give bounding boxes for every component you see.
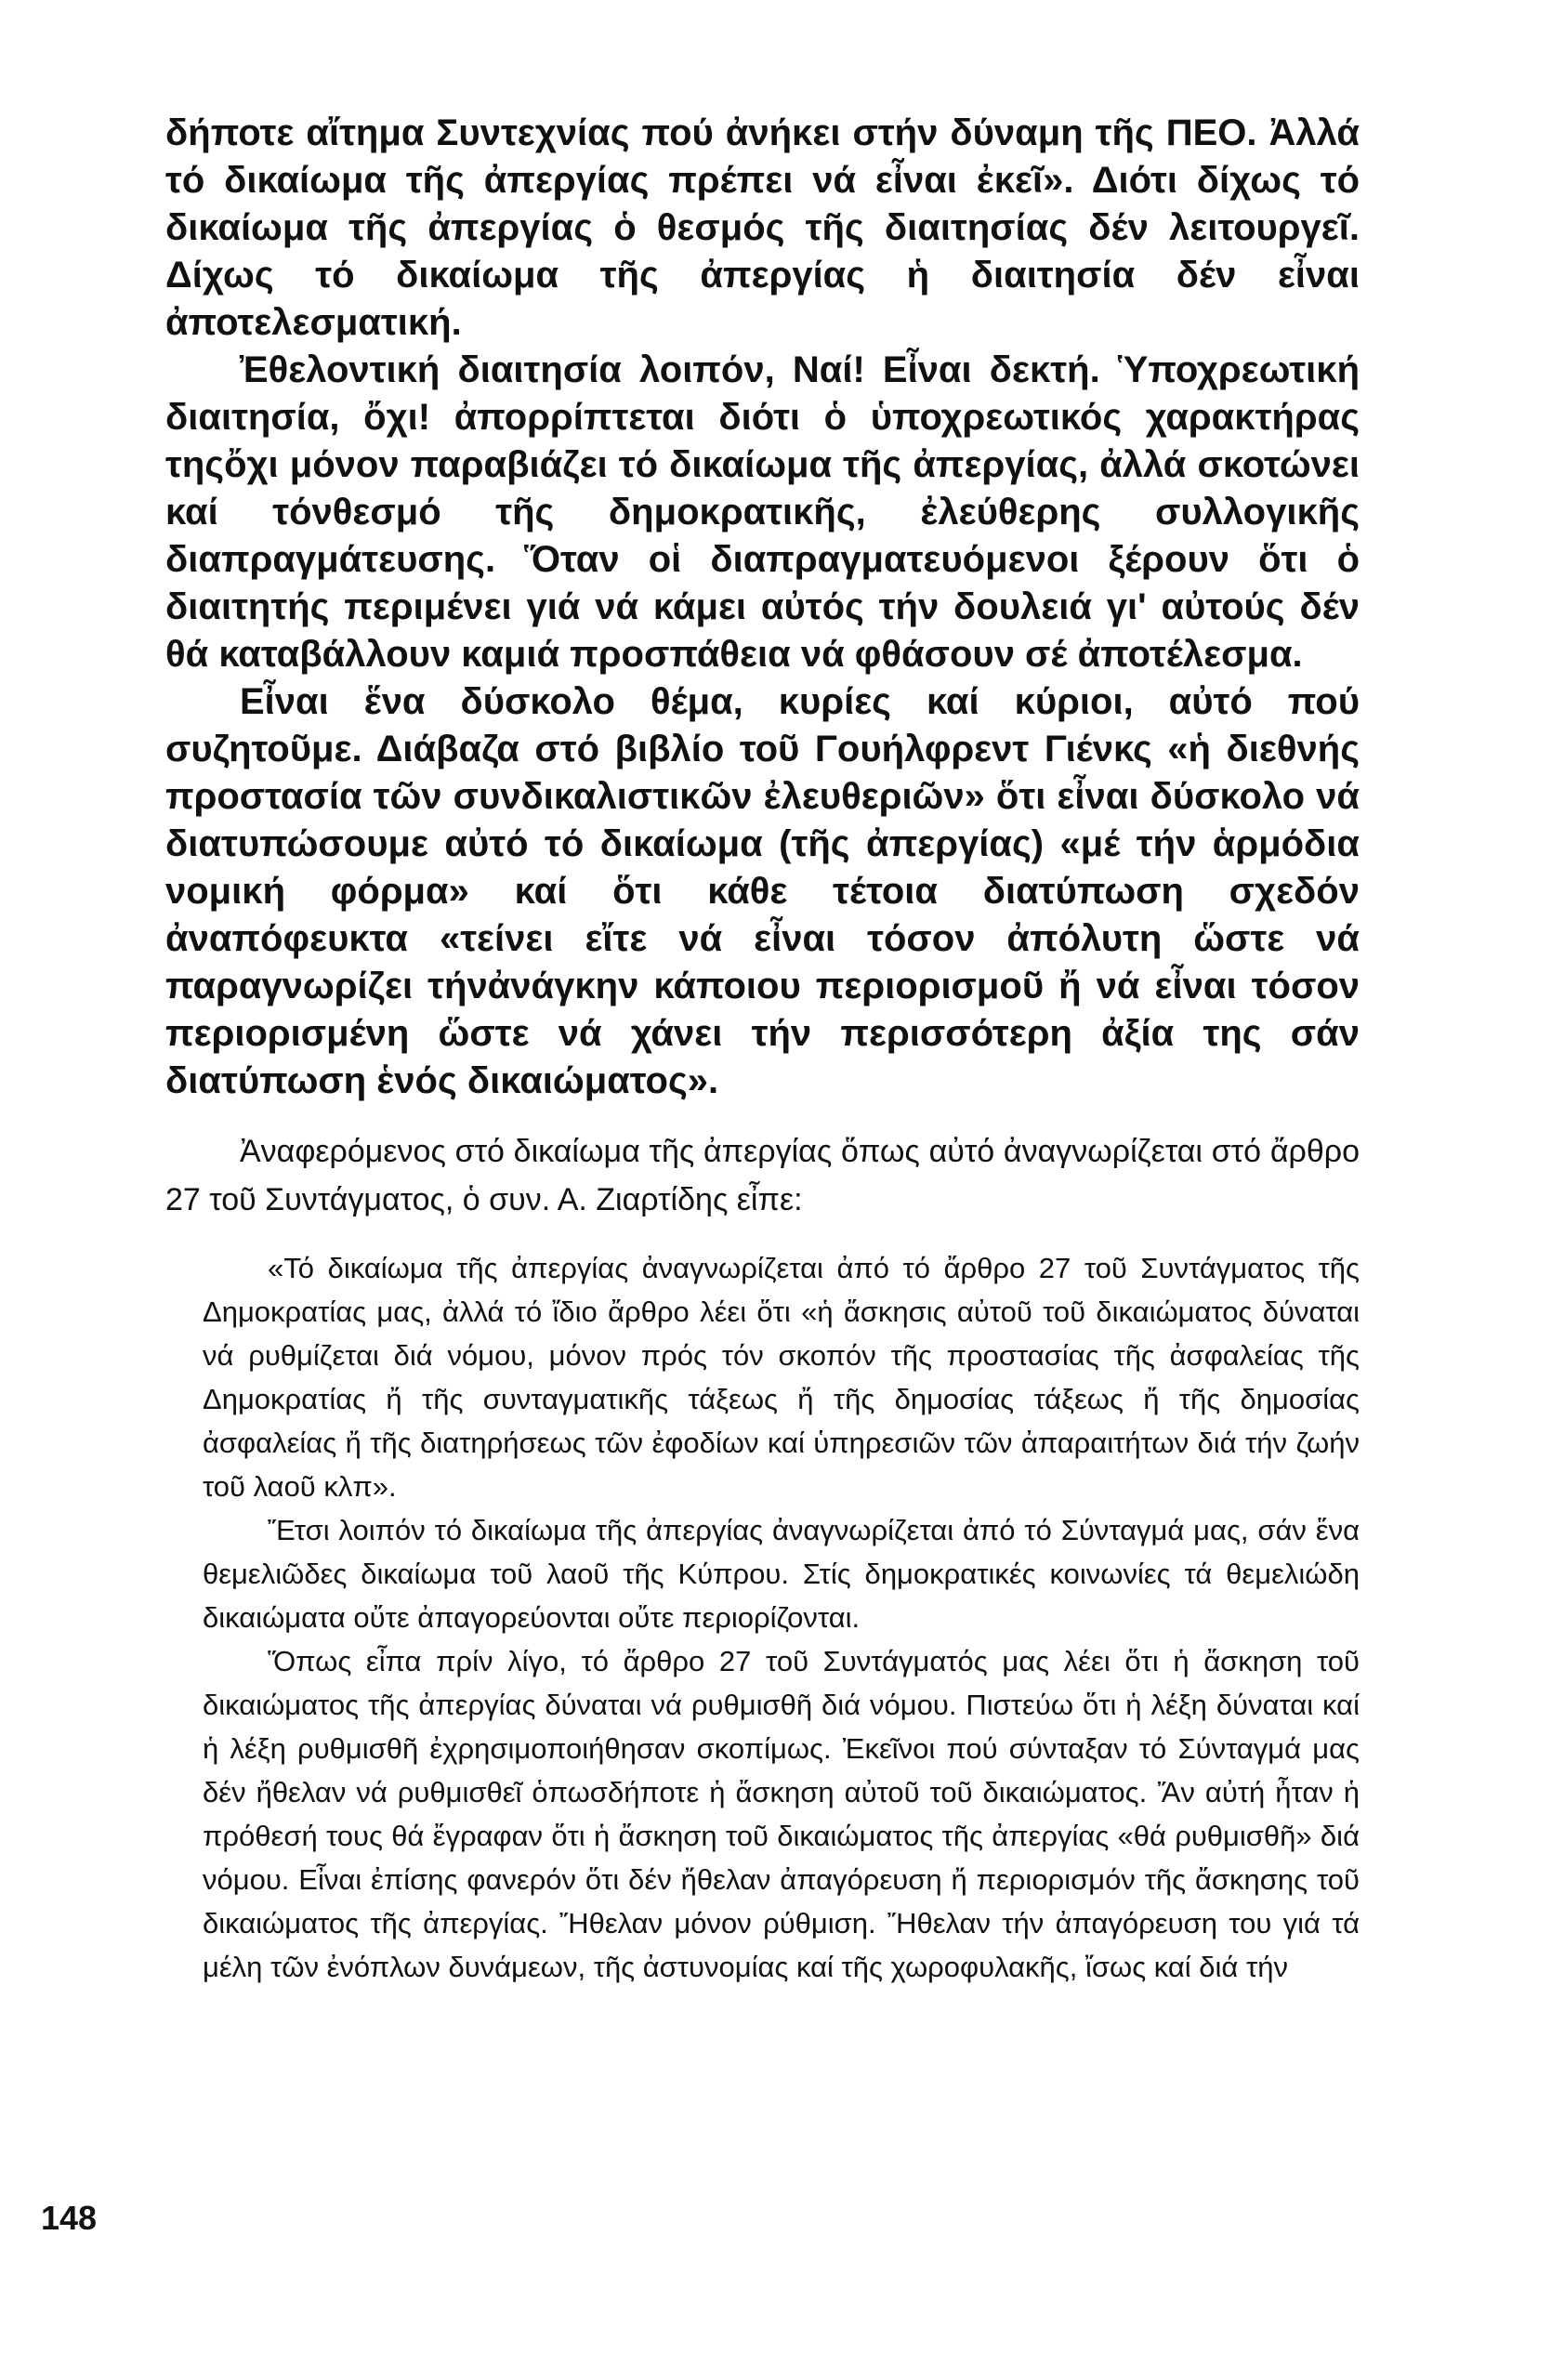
intro-text: [165, 1127, 1360, 1224]
quote-paragraph-3: Ὅπως εἶπα πρίν λίγο, τό ἄρθρο 27 τοῦ Συντάγματός μας λέει ὅτι ἡ ἄσκηση τοῦ δικαιώματος τῆς ἀπεργίας δύναται νά ρυθμισθῆ διά νόμου. Πιστεύω ὅτι ἡ λέξη δύναται καί ἡ λέξη ρυθμισθῆ ἐχρησιμοποιήθησαν σκοπίμως. Ἐκεῖνοι πού σύνταξαν τό Σύνταγμά μας δέν ἤθελαν νά ρυθμισθεῖ ὁπωσδήποτε ἡ ἄσκηση αὐτοῦ τοῦ δικαιώματος. Ἄν αὐτή ἦταν ἡ πρόθεσή τους θά ἔγραφαν ὅτι ἡ ἄσκηση τοῦ δικαιώματος τῆς ἀπεργίας «θά ρυθμισθῆ» διά νόμου. Εἶναι ἐπίσης φανερόν ὅτι δέν ἤθελαν ἀπαγόρευση ἤ περιορισμόν τῆς ἄσκησης τοῦ δικαιώματος τῆς ἀπεργίας. Ἤθελαν μόνον ρύθμιση. Ἤθελαν τήν ἀπαγόρευση του γιά τά μέλη τῶν ἐνόπλων δυνάμεων, τῆς ἀστυνομίας καί τῆς χωροφυλακῆς, ἴσως καί διά τήν: [203, 1645, 1360, 1983]
main-text: [165, 110, 1360, 1105]
quoted-speech: [203, 1246, 1360, 1989]
quote-paragraph-2: Ἔτσι λοιπόν τό δικαίωμα τῆς ἀπεργίας ἀναγνωρίζεται ἀπό τό Σύνταγμά μας, σάν ἕνα θεμελιῶδες δικαίωμα τοῦ λαοῦ τῆς Κύπρου. Στίς δημοκρατικές κοινωνίες τά θεμελιώδη δικαιώματα οὔτε ἀπαγορεύονται οὔτε περιορίζονται.: [203, 1514, 1360, 1634]
page-number: 148: [41, 2199, 98, 2237]
paragraph-2: Ἐθελοντική διαιτησία λοιπόν, Ναί! Εἶναι δεκτή. Ὑποχρεωτική διαιτησία, ὄχι! ἀπορρίπτεται διότι ὁ ὑποχρεωτικός χαρακτήρας τηςὄχι μόνον παραβιάζει τό δικαίωμα τῆς ἀπεργίας, ἀλλά σκοτώνει καί τόνθεσμό τῆς δημοκρατικῆς, ἐλεύθερης συλλογικῆς διαπραγμάτευσης. Ὅταν οἱ διαπραγματευόμενοι ξέρουν ὅτι ὁ διαιτητής περιμένει γιά νά κάμει αὐτός τήν δουλειά γι' αὐτούς δέν θά καταβάλλουν καμιά προσπάθεια νά φθάσουν σέ ἀποτέλεσμα.: [165, 349, 1360, 675]
paragraph-1: δήποτε αἴτημα Συντεχνίας πού ἀνήκει στήν δύναμη τῆς ΠΕΟ. Ἀλλά τό δικαίωμα τῆς ἀπεργίας πρέπει νά εἶναι ἐκεῖ». Διότι δίχως τό δικαίωμα τῆς ἀπεργίας ὁ θεσμός τῆς διαιτησίας δέν λειτουργεῖ. Δίχως τό δικαίωμα τῆς ἀπεργίας ἡ διαιτησία δέν εἶναι ἀποτελεσματική.: [165, 112, 1360, 343]
quote-paragraph-1: «Τό δικαίωμα τῆς ἀπεργίας ἀναγνωρίζεται ἀπό τό ἄρθρο 27 τοῦ Συντάγματος τῆς Δημοκρατίας μας, ἀλλά τό ἴδιο ἄρθρο λέει ὅτι «ἡ ἄσκησις αὐτοῦ τοῦ δικαιώματος δύναται νά ρυθμίζεται διά νόμου, μόνον πρός τόν σκοπόν τῆς προστασίας τῆς ἀσφαλείας τῆς Δημοκρατίας ἤ τῆς συνταγματικῆς τάξεως ἤ τῆς δημοσίας τάξεως ἤ τῆς δημοσίας ἀσφαλείας ἤ τῆς διατηρήσεως τῶν ἐφοδίων καί ὑπηρεσιῶν τῶν ἀπαραιτήτων διά τήν ζωήν τοῦ λαοῦ κλπ».: [203, 1252, 1360, 1503]
intro-paragraph: Ἀναφερόμενος στό δικαίωμα τῆς ἀπεργίας ὅπως αὐτό ἀναγνωρίζεται στό ἄρθρο 27 τοῦ Συντάγματος, ὁ συν. Α. Ζιαρτίδης εἶπε:: [165, 1134, 1360, 1217]
paragraph-3: Εἶναι ἕνα δύσκολο θέμα, κυρίες καί κύριοι, αὐτό πού συζητοῦμε. Διάβαζα στό βιβλίο τοῦ Γουήλφρεντ Γιένκς «ἡ διεθνής προστασία τῶν συνδικαλιστικῶν ἐλευθεριῶν» ὅτι εἶναι δύσκολο νά διατυπώσουμε αὐτό τό δικαίωμα (τῆς ἀπεργίας) «μέ τήν ἁρμόδια νομική φόρμα» καί ὅτι κάθε τέτοια διατύπωση σχεδόν ἀναπόφευκτα «τείνει εἴτε νά εἶναι τόσον ἀπόλυτη ὥστε νά παραγνωρίζει τήνἀνάγκην κάποιου περιορισμοῦ ἤ νά εἶναι τόσον περιορισμένη ὥστε νά χάνει τήν περισσότερη ἀξία της σάν διατύπωση ἑνός δικαιώματος».: [165, 681, 1360, 1101]
